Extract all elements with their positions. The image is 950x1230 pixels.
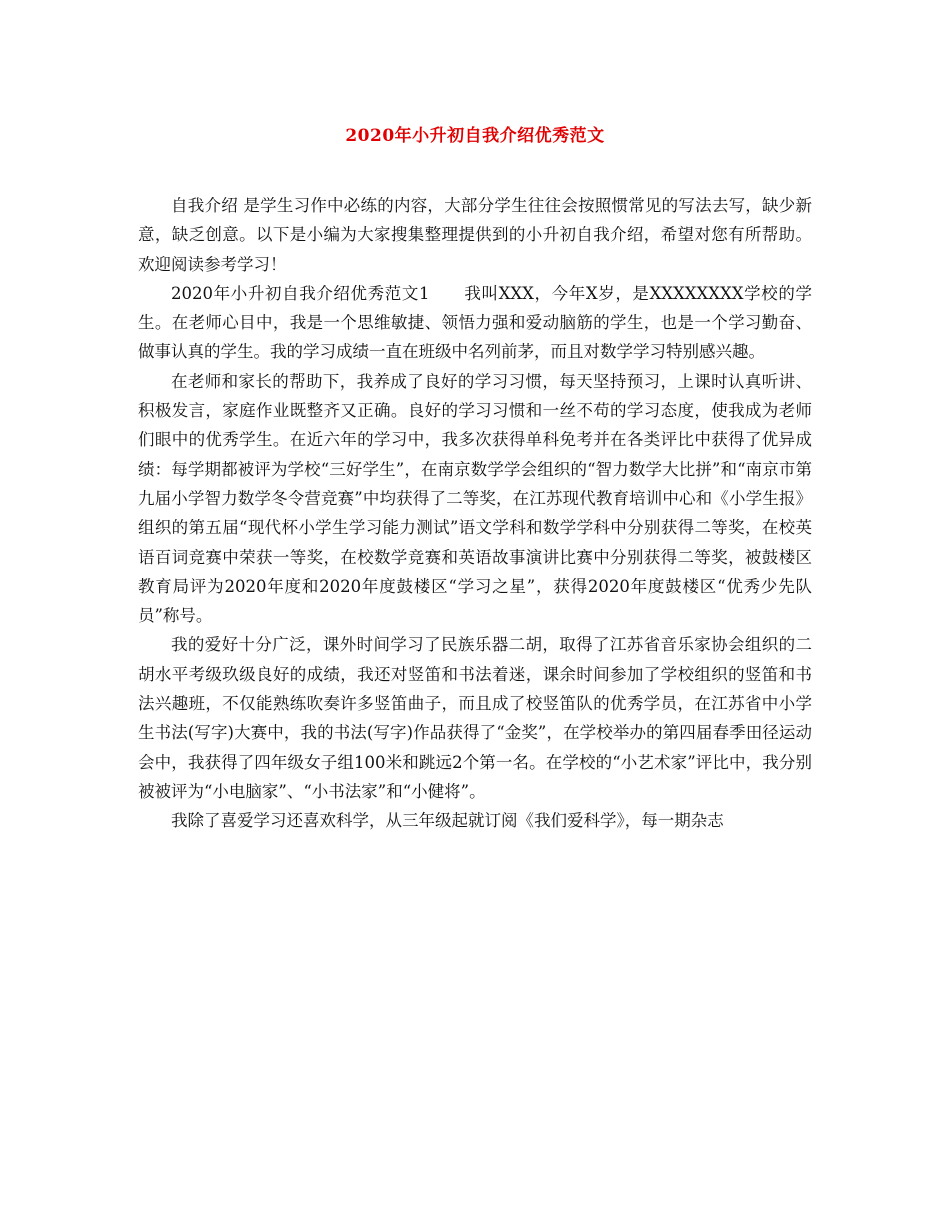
document-title: 2020年小升初自我介绍优秀范文 [345, 126, 605, 146]
paragraph-science: 我除了喜爱学习还喜欢科学，从三年级起就订阅《我们爱科学》，每一期杂志 [171, 811, 724, 831]
paragraph-sample-1: 2020年小升初自我介绍优秀范文1 我叫XXX，今年X岁，是XXXXXXXX学校的学生。在老师心目中，我是一个思维敏捷、领悟力强和爱动脑筋的学生，也是一个学习勤奋、做事认真的学生。我的学习成绩一直在班级中名列前茅，而且对数学学习特别感兴趣。 [138, 283, 812, 362]
document-body [138, 191, 812, 836]
paragraph-intro: 自我介绍 是学生习作中必练的内容，大部分学生往往会按照惯常见的写法去写，缺少新意，缺乏创意。以下是小编为大家搜集整理提供到的小升初自我介绍，希望对您有所帮助。欢迎阅读参考学习！ [138, 196, 812, 274]
paragraph-hobbies: 我的爱好十分广泛，课外时间学习了民族乐器二胡，取得了江苏省音乐家协会组织的二胡水平考级玖级良好的成绩，我还对竖笛和书法着迷，课余时间参加了学校组织的竖笛和书法兴趣班，不仅能熟练吹奏许多竖笛曲子，而且成了校竖笛队的优秀学员，在江苏省中小学生书法(写字)大赛中，我的书法(写字)作品获得了“金奖”，在学校举办的第四届春季田径运动会中，我获得了四年级女子组100米和跳远2个第一名。在学校的“小艺术家”评比中，我分别被被评为“小电脑家”、“小书法家”和“小健将”。 [138, 635, 812, 801]
paragraph-study-habits: 在老师和家长的帮助下，我养成了良好的学习习惯，每天坚持预习，上课时认真听讲、积极发言，家庭作业既整齐又正确。良好的学习习惯和一丝不苟的学习态度，使我成为老师们眼中的优秀学生。在近六年的学习中，我多次获得单科免考并在各类评比中获得了优异成绩：每学期都被评为学校“三好学生”，在南京数学学会组织的“智力数学大比拼”和“南京市第九届小学智力数学冬令营竞赛”中均获得了二等奖，在江苏现代教育培训中心和《小学生报》组织的第五届“现代杯小学生学习能力测试”语文学科和数学学科中分别获得二等奖，在校英语百词竞赛中荣获一等奖，在校数学竞赛和英语故事演讲比赛中分别获得二等奖，被鼓楼区教育局评为2020年度和2020年度鼓楼区“学习之星”，获得2020年度鼓楼区“优秀少先队员”称号。 [138, 371, 812, 626]
